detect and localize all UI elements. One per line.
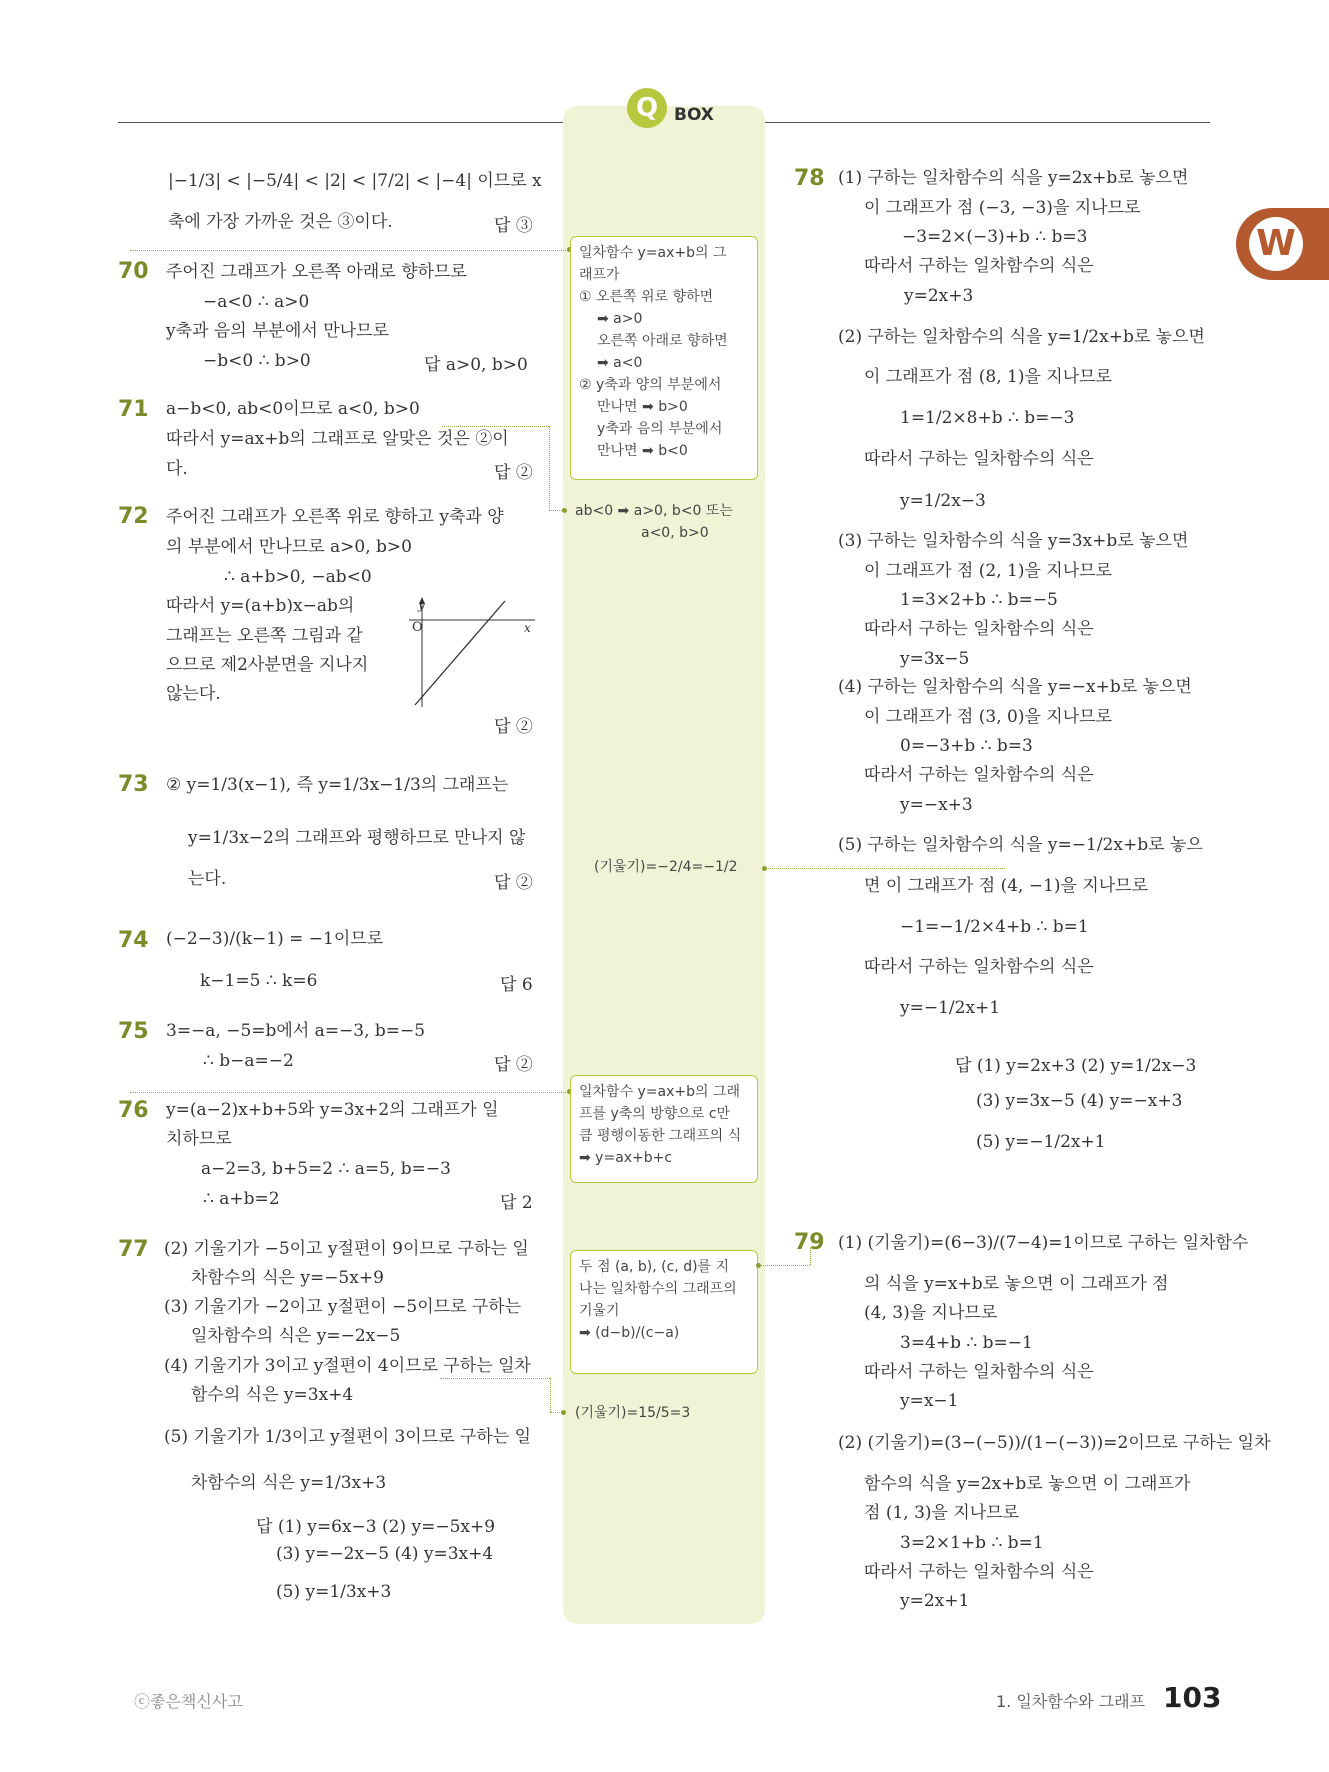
p78-line: 1=3×2+b ∴ b=−5 [900,590,1058,610]
leader-dot [561,1410,566,1415]
p74-line: (−2−3)/(k−1) = −1이므로 [166,929,384,949]
leader-line [130,1092,570,1093]
problem-number-76: 76 [118,1098,149,1123]
p78-line: 따라서 구하는 일차함수의 식은 [864,619,1094,639]
qbox-text: ① 오른쪽 위로 향하면 [579,289,714,305]
p78-line: −3=2×(−3)+b ∴ b=3 [902,227,1088,247]
p78-line: 면 이 그래프가 점 (4, −1)을 지나므로 [864,876,1149,896]
p78-line: 1=1/2×8+b ∴ b=−3 [900,408,1075,428]
graph-label-y: y [418,598,425,612]
p71-answer: 답 ② [494,463,533,483]
p77-answer: (3) y=−2x−5 (4) y=3x+4 [276,1544,494,1564]
qbox-note-slope-73: (기울기)=−2/4=−1/2 [594,859,738,875]
leader-line [440,1378,550,1379]
p78-line: −1=−1/2×4+b ∴ b=1 [900,917,1089,937]
p78-line: 이 그래프가 점 (8, 1)을 지나므로 [864,367,1112,387]
qbox-note-ab-sign: ab<0 ➡ a>0, b<0 또는 [575,503,733,519]
p79-line: y=x−1 [900,1391,959,1411]
p75-line: ∴ b−a=−2 [203,1051,294,1071]
qbox-text: 두 점 (a, b), (c, d)를 지 [579,1259,730,1275]
p72-line: 않는다. [166,684,221,704]
p79-line: 따라서 구하는 일차함수의 식은 [864,1562,1094,1582]
p74-line: k−1=5 ∴ k=6 [200,971,318,991]
p72-answer: 답 ② [494,717,533,737]
p76-line: ∴ a+b=2 [203,1189,280,1209]
pre-answer: 답 ③ [494,216,533,236]
p78-line: y=1/2x−3 [900,491,986,511]
pre-line-1: |−1/3| < |−5/4| < |2| < |7/2| < |−4| 이므로 x [168,171,542,191]
p78-answer: (5) y=−1/2x+1 [976,1132,1106,1152]
qbox-text: 래프가 [579,267,620,283]
p77-answer: (5) y=1/3x+3 [276,1582,392,1602]
qbox-text: 기울기 [579,1303,620,1319]
p76-line: a−2=3, b+5=2 ∴ a=5, b=−3 [201,1159,451,1179]
p78-line: 따라서 구하는 일차함수의 식은 [864,449,1094,469]
p77-line: 차함수의 식은 y=−5x+9 [191,1268,384,1288]
qbox-text: ➡ y=ax+b+c [579,1150,673,1166]
p77-line: 함수의 식은 y=3x+4 [191,1385,354,1405]
p78-line: y=3x−5 [900,649,970,669]
p79-line: 함수의 식을 y=2x+b로 놓으면 이 그래프가 [864,1474,1191,1494]
qbox-text: 만나면 ➡ b<0 [597,443,688,459]
p77-line: (4) 기울기가 3이고 y절편이 4이므로 구하는 일차 [164,1356,531,1376]
qbox-text: 프를 y축의 방향으로 c만 [579,1106,731,1122]
p78-line: y=−1/2x+1 [900,998,1001,1018]
p79-line: 따라서 구하는 일차함수의 식은 [864,1362,1094,1382]
p76-line: 치하므로 [166,1129,232,1149]
p77-answer: 답 (1) y=6x−3 (2) y=−5x+9 [256,1517,496,1537]
qbox-note-translation [570,1075,758,1183]
p79-line: (4, 3)을 지나므로 [864,1303,998,1323]
p78-line: (2) 구하는 일차함수의 식을 y=1/2x+b로 놓으면 [838,327,1205,347]
qbox-text: 일차함수 y=ax+b의 그래 [579,1084,741,1100]
graph-label-origin: O [412,620,423,635]
leader-line [760,1265,810,1266]
p78-line: y=−x+3 [900,795,973,815]
p72-line: 의 부분에서 만나므로 a>0, b>0 [166,537,412,557]
p70-line: y축과 음의 부분에서 만나므로 [166,321,389,341]
problem-number-75: 75 [118,1019,149,1044]
qbox-text: ➡ a<0 [597,355,643,371]
qbox-text: ➡ (d−b)/(c−a) [579,1325,680,1341]
problem-number-79: 79 [794,1230,825,1255]
qbox-text: ➡ a>0 [597,311,643,327]
p75-answer: 답 ② [494,1055,533,1075]
p72-line: 그래프는 오른쪽 그림과 같 [166,626,363,646]
qbox-text: 만나면 ➡ b>0 [597,399,688,415]
p78-line: (5) 구하는 일차함수의 식을 y=−1/2x+b로 놓으 [838,835,1203,855]
problem-number-77: 77 [118,1237,149,1262]
p70-line: −b<0 ∴ b>0 [203,351,311,371]
p71-line: a−b<0, ab<0이므로 a<0, b>0 [166,399,420,419]
p72-line: 으므로 제2사분면을 지나지 [166,655,369,675]
p78-line: 따라서 구하는 일차함수의 식은 [864,765,1094,785]
p78-line: y=2x+3 [904,286,974,306]
p70-line: 주어진 그래프가 오른쪽 아래로 향하므로 [166,262,467,282]
p79-line: 의 식을 y=x+b로 놓으면 이 그래프가 점 [864,1274,1169,1294]
p73-line: ② y=1/3(x−1), 즉 y=1/3x−1/3의 그래프는 [166,775,509,795]
p70-answer: 답 a>0, b>0 [424,355,528,375]
qbox-label: BOX [674,105,714,125]
p79-line: y=2x+1 [900,1591,970,1611]
p77-line: 차함수의 식은 y=1/3x+3 [191,1473,387,1493]
p77-line: (5) 기울기가 1/3이고 y절편이 3이므로 구하는 일 [164,1427,532,1447]
qbox-text: 오른쪽 아래로 향하면 [597,333,728,349]
p78-line: 이 그래프가 점 (2, 1)을 지나므로 [864,561,1112,581]
p79-line: 3=2×1+b ∴ b=1 [900,1533,1044,1553]
p71-line: 다. [166,459,188,479]
leader-line [130,250,570,251]
qbox-note-slope-78: (기울기)=15/5=3 [575,1405,691,1421]
leader-line [442,426,549,427]
page-number: 103 [1163,1681,1222,1714]
p75-line: 3=−a, −5=b에서 a=−3, b=−5 [166,1021,426,1041]
p73-answer: 답 ② [494,873,533,893]
leader-line [549,426,550,510]
footer-chapter: 1. 일차함수와 그래프 [996,1692,1146,1711]
p79-line: 점 (1, 3)을 지나므로 [864,1503,1020,1523]
p71-line: 따라서 y=ax+b의 그래프로 알맞은 것은 ②이 [166,429,509,449]
p78-line: (4) 구하는 일차함수의 식을 y=−x+b로 놓으면 [838,677,1192,697]
pre-line-2: 축에 가장 가까운 것은 ③이다. [168,212,393,232]
leader-line [550,1378,551,1412]
problem-number-71: 71 [118,397,149,422]
leader-line [765,868,1005,869]
p78-line: 이 그래프가 점 (−3, −3)을 지나므로 [864,198,1141,218]
problem-number-78: 78 [794,166,825,191]
p78-line: 따라서 구하는 일차함수의 식은 [864,957,1094,977]
p79-line: (2) (기울기)=(3−(−5))/(1−(−3))=2이므로 구하는 일차 [838,1433,1271,1453]
p78-line: 0=−3+b ∴ b=3 [900,736,1033,756]
qbox-note-slope-intercept [570,236,758,480]
p78-line: (3) 구하는 일차함수의 식을 y=3x+b로 놓으면 [838,531,1189,551]
leader-dot [562,508,567,513]
p72-line: 주어진 그래프가 오른쪽 위로 향하고 y축과 양 [166,507,504,527]
p70-line: −a<0 ∴ a>0 [203,292,310,312]
qbox-text: y축과 음의 부분에서 [597,421,723,437]
problem-number-70: 70 [118,259,149,284]
p73-line: y=1/3x−2의 그래프와 평행하므로 만나지 않 [188,828,526,848]
p79-line: (1) (기울기)=(6−3)/(7−4)=1이므로 구하는 일차함수 [838,1233,1249,1253]
p72-line: ∴ a+b>0, −ab<0 [224,567,372,587]
p77-line: (3) 기울기가 −2이고 y절편이 −5이므로 구하는 [164,1297,522,1317]
qbox-text: ② y축과 양의 부분에서 [579,377,722,393]
problem-number-73: 73 [118,772,149,797]
qbox-logo-icon: Q [627,88,667,128]
p78-line: 이 그래프가 점 (3, 0)을 지나므로 [864,707,1112,727]
qbox-note-ab-sign-2: a<0, b>0 [641,525,709,541]
p76-answer: 답 2 [500,1193,533,1213]
p78-answer: 답 (1) y=2x+3 (2) y=1/2x−3 [955,1056,1197,1076]
problem-number-74: 74 [118,928,149,953]
graph-line [415,601,505,705]
p72-graph [405,595,540,710]
p77-line: (2) 기울기가 −5이고 y절편이 9이므로 구하는 일 [164,1239,529,1259]
p72-line: 따라서 y=(a+b)x−ab의 [166,596,355,616]
p78-line: 따라서 구하는 일차함수의 식은 [864,256,1094,276]
p74-answer: 답 6 [500,975,533,995]
p73-line: 는다. [188,869,227,889]
p77-line: 일차함수의 식은 y=−2x−5 [191,1326,401,1346]
graph-label-x: x [524,621,531,635]
p78-answer: (3) y=3x−5 (4) y=−x+3 [976,1091,1183,1111]
qbox-note-two-points-slope [570,1250,758,1374]
qbox-text: 나는 일차함수의 그래프의 [579,1281,737,1297]
footer-publisher: ⓒ좋은책신사고 [134,1692,243,1711]
qbox-text: 큼 평행이동한 그래프의 식 [579,1128,742,1144]
p78-line: (1) 구하는 일차함수의 식을 y=2x+b로 놓으면 [838,168,1189,188]
side-tab-w-icon: W [1249,217,1303,271]
problem-number-72: 72 [118,504,149,529]
p76-line: y=(a−2)x+b+5와 y=3x+2의 그래프가 일 [166,1100,499,1120]
p79-line: 3=4+b ∴ b=−1 [900,1333,1033,1353]
qbox-text: 일차함수 y=ax+b의 그 [579,245,727,261]
